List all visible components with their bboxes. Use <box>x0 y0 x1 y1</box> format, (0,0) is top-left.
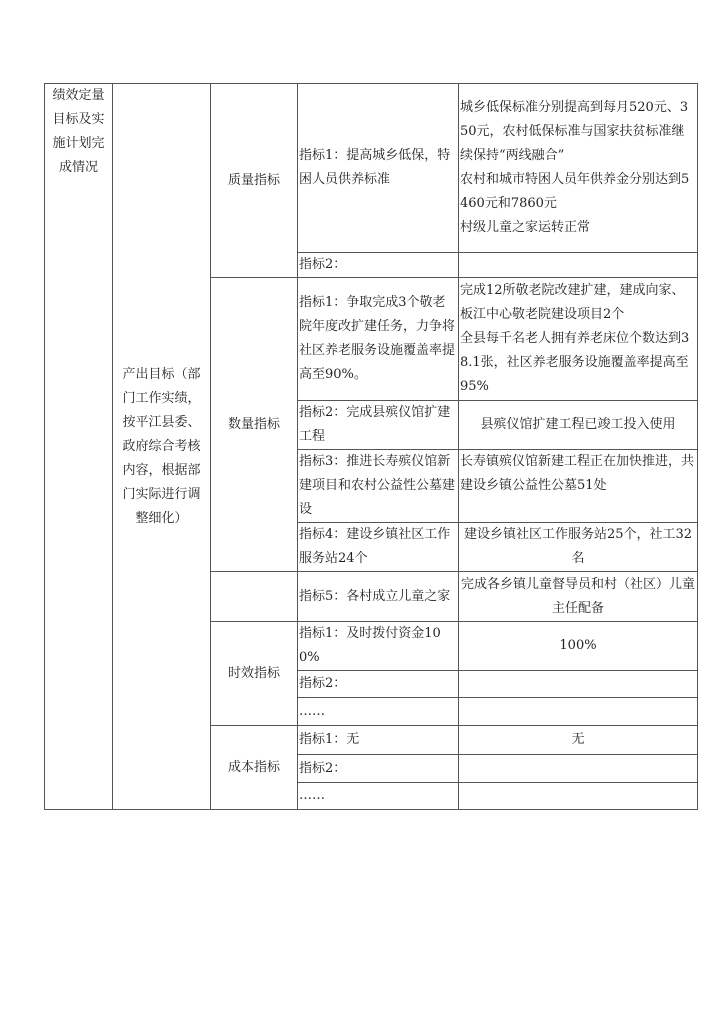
section-label: 绩效定量目标及实施计划完成情况 <box>45 84 113 810</box>
result-line: 全县每千名老人拥有养老床位个数达到38.1张，社区养老服务设施覆盖率提高至95% <box>460 331 690 394</box>
result-cell <box>459 278 698 401</box>
result-cell: 县殡仪馆扩建工程已竣工投入使用 <box>459 401 698 450</box>
result-cell: 建设乡镇社区工作服务站25个，社工32名 <box>459 523 698 572</box>
other-group-label <box>211 572 298 622</box>
indicator-cell: 指标5：各村成立儿童之家 <box>298 572 459 622</box>
result-cell <box>459 84 698 253</box>
result-line: 村级儿童之家运转正常 <box>460 220 591 235</box>
timeliness-group-label: 时效指标 <box>211 622 298 726</box>
indicator-cell: 指标2： <box>298 253 459 278</box>
quality-group-label: 质量指标 <box>211 84 298 278</box>
indicator-cell: 指标1：提高城乡低保，特困人员供养标准 <box>298 84 459 253</box>
indicator-cell: 指标1：及时拨付资金100% <box>298 622 459 671</box>
result-cell <box>459 755 698 783</box>
indicator-cell: 指标1：无 <box>298 726 459 755</box>
result-cell <box>459 783 698 810</box>
result-line: 农村和城市特困人员年供养金分别达到5460元和7860元 <box>460 172 690 211</box>
result-cell <box>459 671 698 698</box>
indicator-cell: 指标4：建设乡镇社区工作服务站24个 <box>298 523 459 572</box>
indicator-cell: 指标2： <box>298 755 459 783</box>
result-cell: 长寿镇殡仪馆新建工程正在加快推进，共建设乡镇公益性公墓51处 <box>459 450 698 523</box>
result-cell <box>459 698 698 726</box>
quantity-group-label: 数量指标 <box>211 278 298 572</box>
result-cell: 完成各乡镇儿童督导员和村（社区）儿童主任配备 <box>459 572 698 622</box>
cost-group-label: 成本指标 <box>211 726 298 810</box>
indicator-cell: 指标2：完成县殡仪馆扩建工程 <box>298 401 459 450</box>
result-cell <box>459 253 698 278</box>
result-cell: 100% <box>459 622 698 671</box>
result-line: 完成12所敬老院改建扩建，建成向家、板江中心敬老院建设项目2个 <box>460 283 685 322</box>
result-line: 城乡低保标准分别提高到每月520元、350元，农村低保标准与国家扶贫标准继续保持“两线融合” <box>460 100 689 163</box>
indicator-cell: 指标3：推进长寿殡仪馆新建项目和农村公益性公墓建设 <box>298 450 459 523</box>
indicator-cell: 指标2： <box>298 671 459 698</box>
output-target-label: 产出目标（部门工作实绩，按平江县委、政府综合考核内容，根据部门实际进行调整细化） <box>113 84 211 810</box>
indicator-cell: 指标1：争取完成3个敬老院年度改扩建任务，力争将社区养老服务设施覆盖率提高至90%。 <box>298 278 459 401</box>
indicator-cell: …… <box>298 698 459 726</box>
indicator-cell: …… <box>298 783 459 810</box>
performance-table <box>44 83 698 810</box>
result-cell: 无 <box>459 726 698 755</box>
